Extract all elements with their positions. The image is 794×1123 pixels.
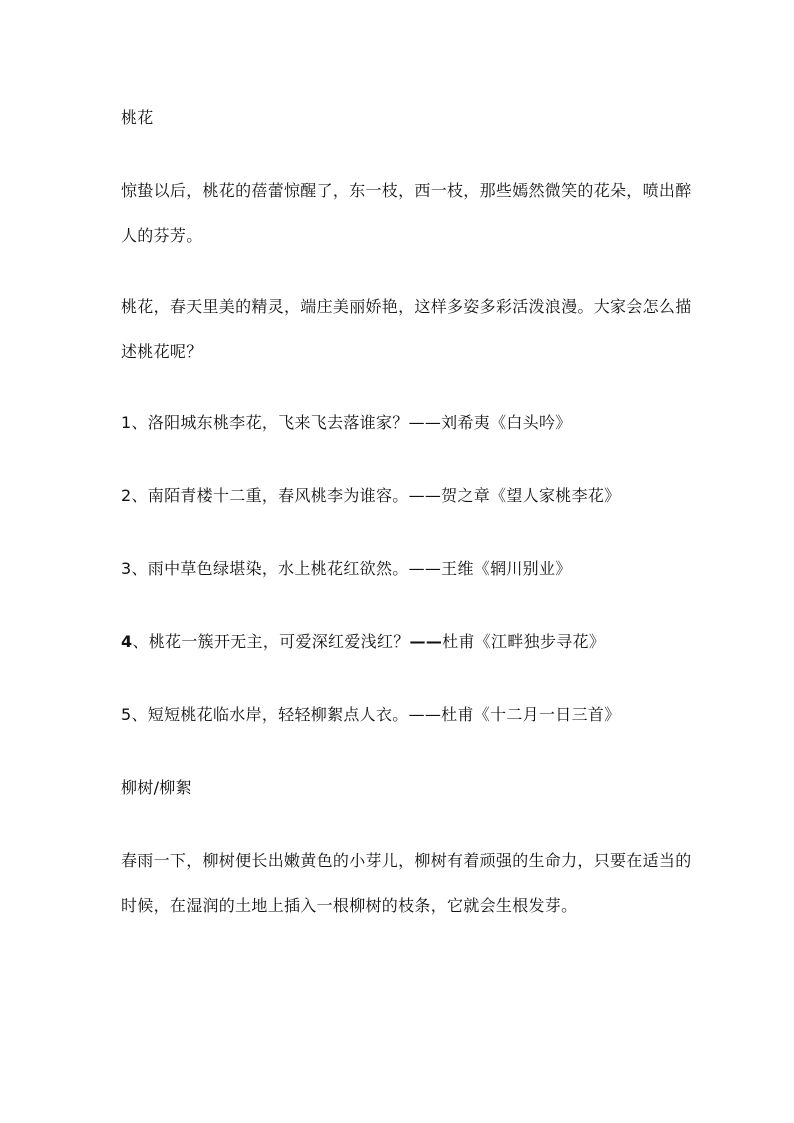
poem-item-4-number: 4 [121,632,133,651]
heading-liushu: 柳树/柳絮 [121,778,192,797]
heading-taohua: 桃花 [121,108,154,127]
poem-item-4 [121,632,605,652]
poem-item-4-source: 杜甫《江畔独步寻花》 [442,632,606,651]
paragraph-1-line-2: 人的芬芳。 [121,226,203,245]
poem-item-1: 1、洛阳城东桃李花，飞来飞去落谁家？——刘希夷《白头吟》 [121,413,572,432]
paragraph-2-line-1: 桃花，春天里美的精灵，端庄美丽娇艳，这样多姿多彩活泼浪漫。大家会怎么描 [121,297,692,316]
poem-item-5: 5、短短桃花临水岸，轻轻柳絮点人衣。——杜甫《十二月一日三首》 [121,705,621,724]
poem-item-4-text: 、桃花一簇开无主，可爱深红爱浅红？ [132,632,410,651]
poem-item-4-dash: —— [409,632,443,651]
paragraph-1-line-1: 惊蛰以后，桃花的蓓蕾惊醒了，东一枝，西一枝，那些嫣然微笑的花朵，喷出醉 [121,181,692,200]
poem-item-2: 2、南陌青楼十二重，春风桃李为谁容。——贺之章《望人家桃李花》 [121,486,621,505]
paragraph-3-line-1: 春雨一下，柳树便长出嫩黄色的小芽儿，柳树有着顽强的生命力，只要在适当的 [121,851,692,870]
paragraph-2-line-2: 述桃花呢？ [121,342,203,361]
paragraph-3-line-2: 时候，在湿润的土地上插入一根柳树的枝条，它就会生根发芽。 [121,896,578,915]
poem-item-3: 3、雨中草色绿堪染，水上桃花红欲然。——王维《辋川别业》 [121,559,572,578]
